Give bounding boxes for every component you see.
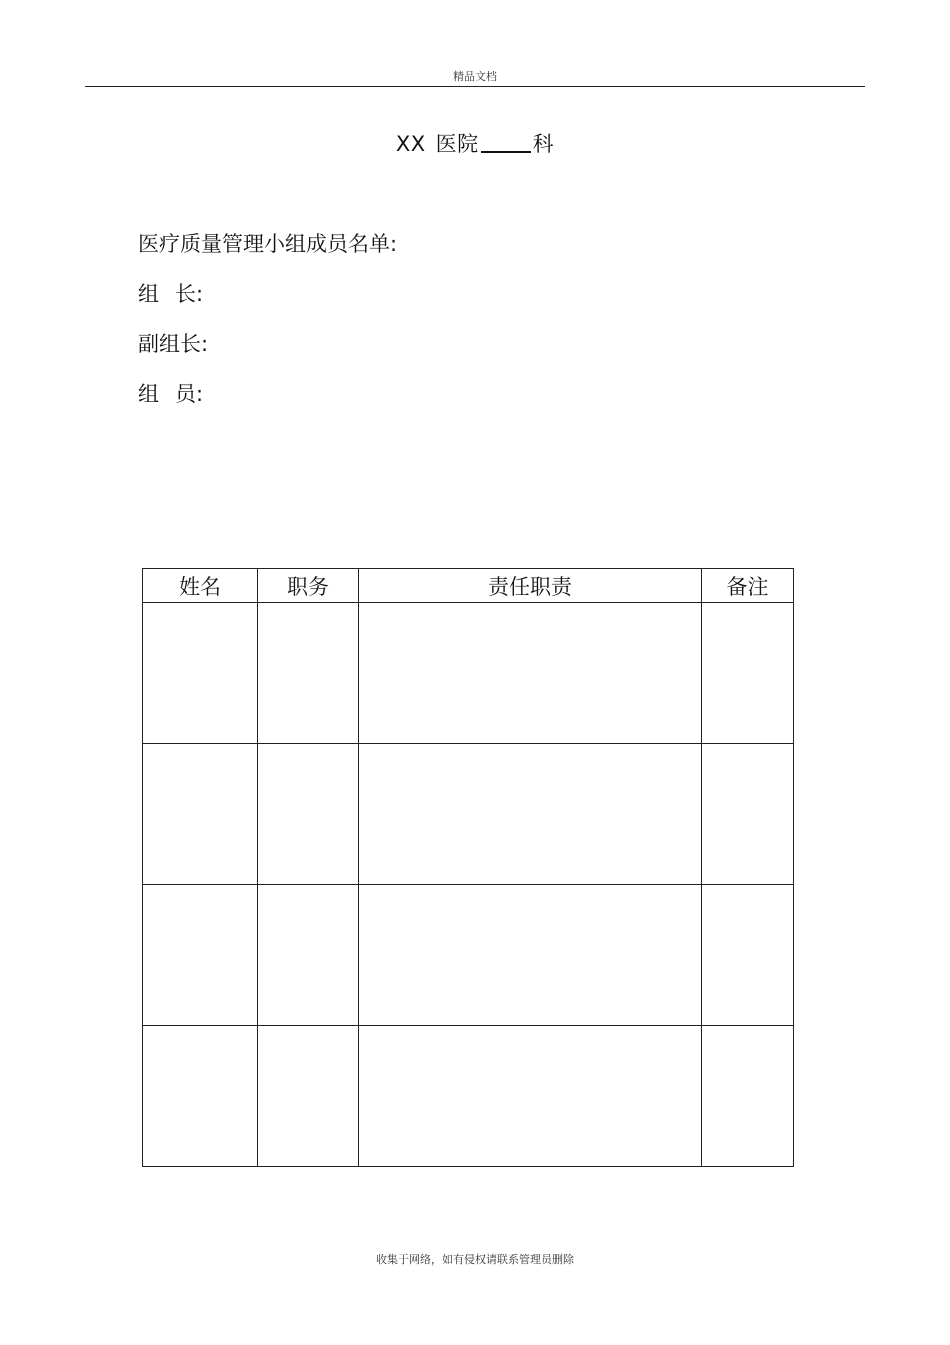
table-row — [143, 603, 794, 744]
leader-field — [138, 278, 203, 308]
column-header-remarks: 备注 — [702, 569, 794, 603]
leader-label-a: 组 — [138, 282, 159, 306]
column-header-name: 姓名 — [143, 569, 258, 603]
title-prefix: XX — [395, 132, 426, 156]
header-divider — [85, 86, 865, 87]
member-label-b: 员: — [175, 382, 204, 406]
remarks-cell — [702, 885, 794, 1026]
position-cell — [258, 1026, 359, 1167]
column-header-position: 职务 — [258, 569, 359, 603]
member-label-a: 组 — [138, 382, 159, 406]
members-table — [142, 568, 794, 1167]
duties-cell — [359, 744, 702, 885]
deputy-field: 副组长: — [138, 332, 209, 356]
column-header-duties: 责任职责 — [359, 569, 702, 603]
page-header: 精品文档 — [453, 70, 497, 83]
duties-cell — [359, 603, 702, 744]
department-blank — [481, 133, 531, 153]
member-list-label: 医疗质量管理小组成员名单: — [138, 232, 398, 256]
leader-label-b: 长: — [175, 282, 204, 306]
member-field — [138, 378, 203, 408]
position-cell — [258, 744, 359, 885]
remarks-cell — [702, 744, 794, 885]
duties-cell — [359, 885, 702, 1026]
name-cell — [143, 1026, 258, 1167]
table-row — [143, 1026, 794, 1167]
page-footer: 收集于网络，如有侵权请联系管理员删除 — [376, 1253, 574, 1266]
title-suffix: 科 — [532, 132, 555, 156]
position-cell — [258, 603, 359, 744]
name-cell — [143, 885, 258, 1026]
remarks-cell — [702, 1026, 794, 1167]
table-row — [143, 744, 794, 885]
title-hospital: 医院 — [435, 132, 479, 156]
name-cell — [143, 744, 258, 885]
position-cell — [258, 885, 359, 1026]
table-row — [143, 885, 794, 1026]
table-header-row — [143, 569, 794, 603]
remarks-cell — [702, 603, 794, 744]
duties-cell — [359, 1026, 702, 1167]
name-cell — [143, 603, 258, 744]
document-title — [0, 128, 950, 158]
